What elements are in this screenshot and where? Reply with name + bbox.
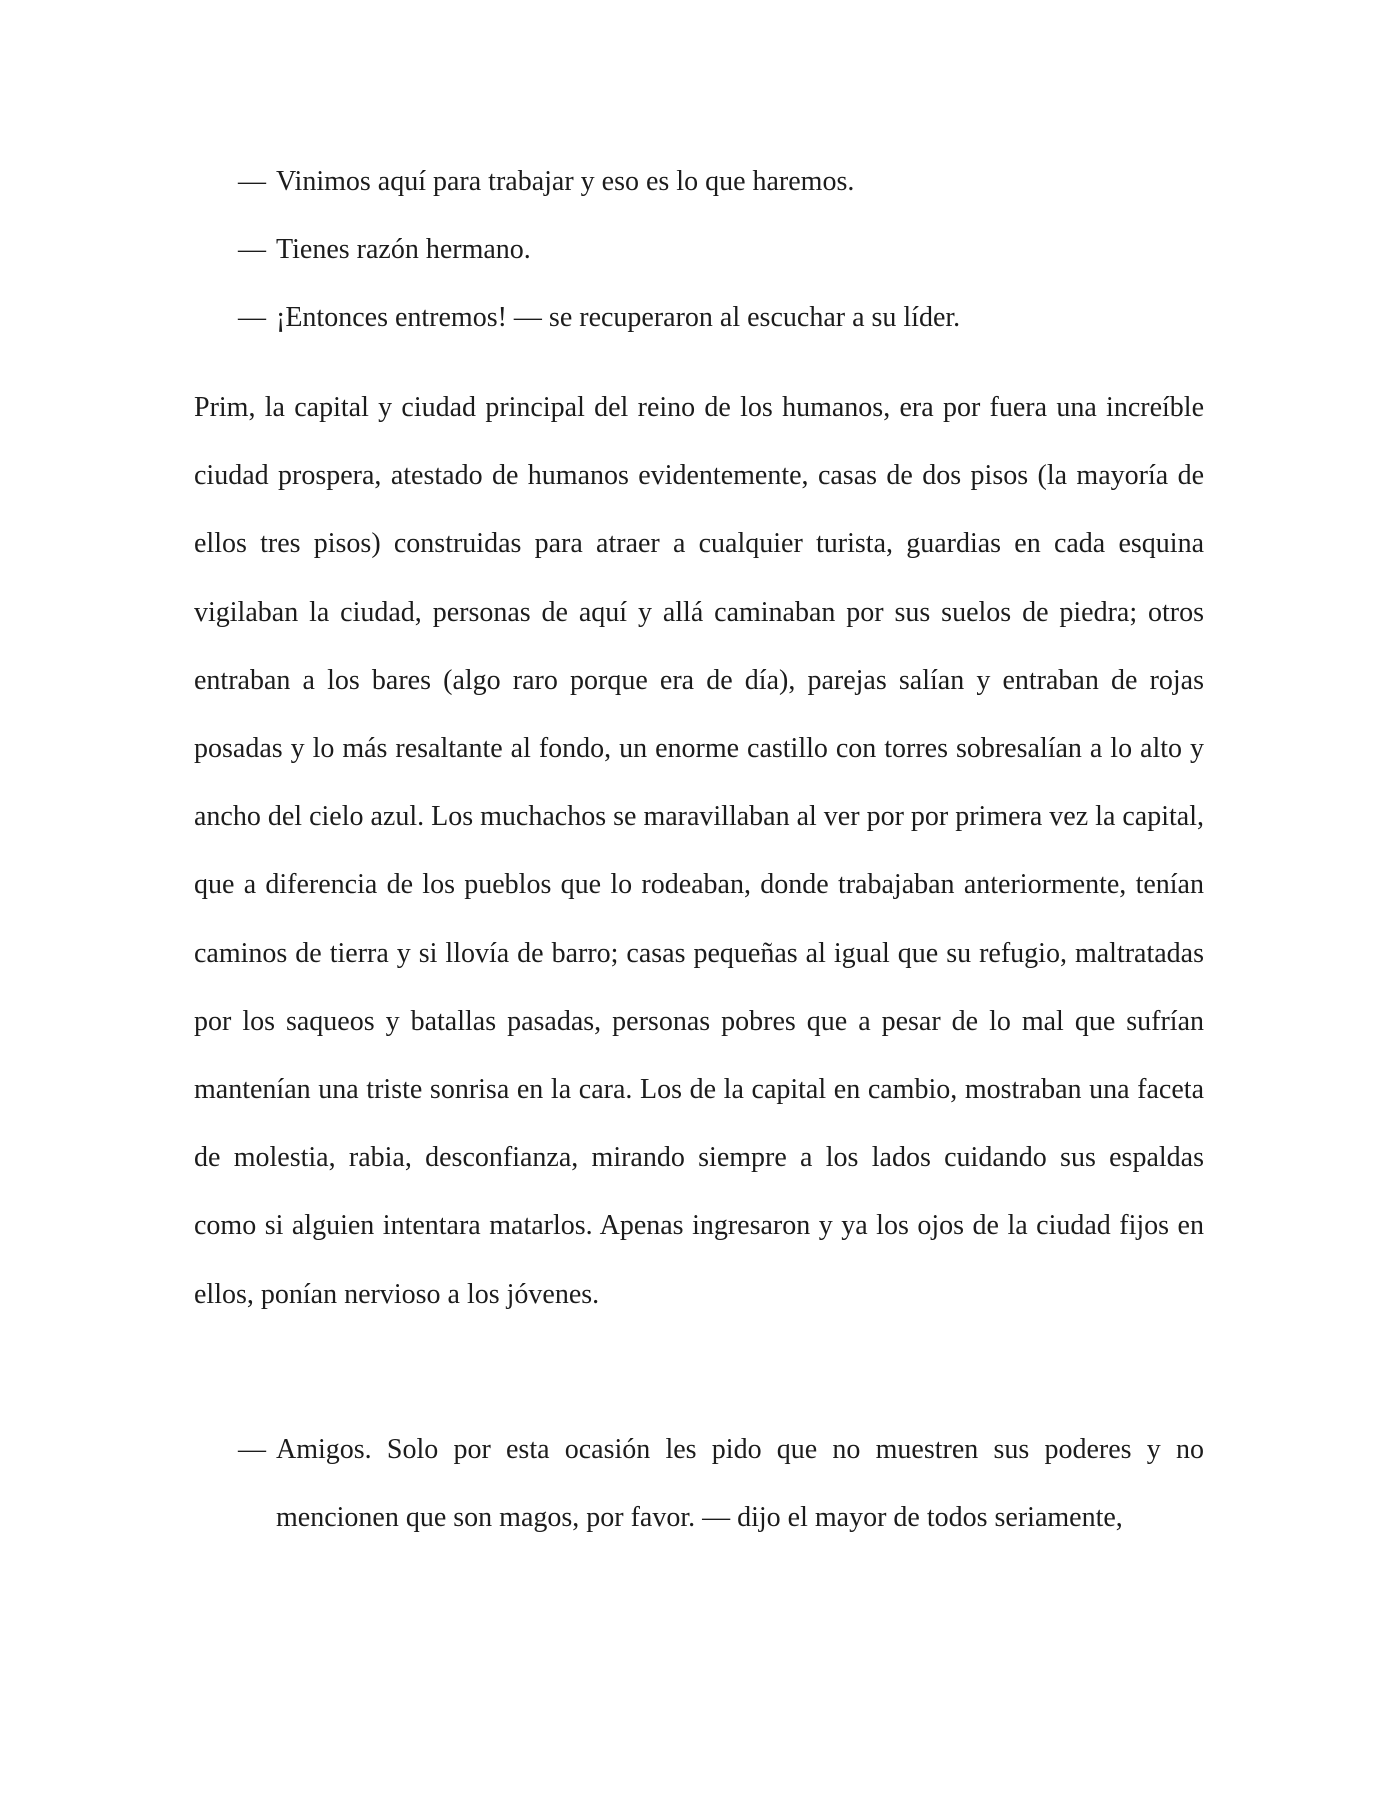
- dialogue-line: [238, 216, 1204, 284]
- dialogue-dash: —: [238, 166, 266, 197]
- dialogue-block-top: [238, 148, 1204, 352]
- dialogue-text: Tienes razón hermano.: [276, 234, 531, 265]
- dialogue-dash: —: [238, 1434, 266, 1465]
- dialogue-dash: —: [238, 302, 266, 333]
- dialogue-line: [238, 148, 1204, 216]
- dialogue-line: [238, 1416, 1204, 1552]
- dialogue-line: [238, 284, 1204, 352]
- dialogue-block-bottom: [238, 1416, 1204, 1552]
- dialogue-dash: —: [238, 234, 266, 265]
- dialogue-text: Amigos. Solo por esta ocasión les pido que no muestren sus poderes y no mencionen que son magos, por favor. — dijo el mayor de todos seriamente,: [276, 1434, 1204, 1533]
- narrative-paragraph: Prim, la capital y ciudad principal del reino de los humanos, era por fuera una increíble ciudad prospera, atestado de humanos evidentemente, casas de dos pisos (la mayoría de ellos tres pisos) construidas para atraer a cualquier turista, guardias en cada esquina vigilaban la ciudad, personas de aquí y allá caminaban por sus suelos de piedra; otros entraban a los bares (algo raro porque era de día), parejas salían y entraban de rojas posadas y lo más resaltante al fondo, un enorme castillo con torres sobresalían a lo alto y ancho del cielo azul. Los muchachos se maravillaban al ver por por primera vez la capital, que a diferencia de los pueblos que lo rodeaban, donde trabajaban anteriormente, tenían caminos de tierra y si llovía de barro; casas pequeñas al igual que su refugio, maltratadas por los saqueos y batallas pasadas, personas pobres que a pesar de lo mal que sufrían mantenían una triste sonrisa en la cara. Los de la capital en cambio, mostraban una faceta de molestia, rabia, desconfianza, mirando siempre a los lados cuidando sus espaldas como si alguien intentara matarlos. Apenas ingresaron y ya los ojos de la ciudad fijos en ellos, ponían nervioso a los jóvenes.: [194, 392, 1204, 1310]
- dialogue-text: ¡Entonces entremos! — se recuperaron al escuchar a su líder.: [276, 302, 961, 333]
- dialogue-text: Vinimos aquí para trabajar y eso es lo que haremos.: [276, 166, 855, 197]
